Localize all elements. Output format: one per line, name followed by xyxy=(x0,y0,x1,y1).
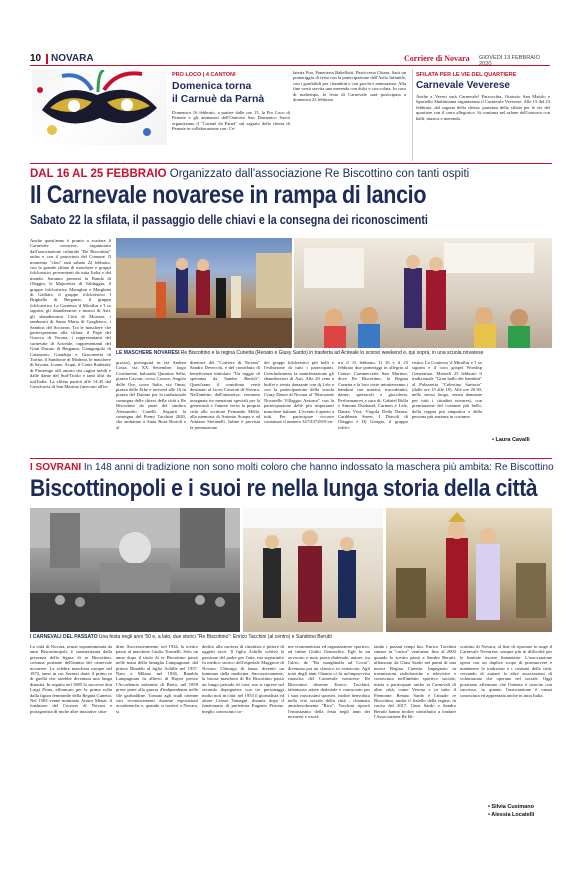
photo-enrico-tacchini xyxy=(243,508,383,632)
article2-caption-bold: I CARNEVALI DEL PASSATO xyxy=(30,634,98,640)
article2-kicker xyxy=(30,462,554,473)
photo-sandrino-berutti xyxy=(386,508,552,632)
box-right-title: Carnevale Veverese xyxy=(416,80,510,91)
article1-subhead: Sabato 22 la sfilata, il passaggio delle chiavi e la consegna dei riconoscimenti xyxy=(30,213,428,227)
article1-col5: tro il 15 febbraio. Il 16 e il 23 febbraio due pomeriggi in allegria al Centro Commerciale San Martino, dove Re Biscottino, la Regina Cunetta e la loro corte intratterranno i bambini con musica, truccabimbi, danze, spettacoli e giocoleria. Performances a cura di: Gabriel Bolla e Simona Duoband, Carmen e Lele, Danza Viva, Virgola Della Danza, Caribbean Street, I Diavoli di Oleggio e Dj Giorgio, il gruppo folclo- xyxy=(338,360,408,430)
article2-col1: La città di Novara, ormai sopranominata da anni Biscottinopoli, è caratterizzata dalla presenza della figura di re Biscottino, colonna portante dell'anima del carnevale novarese. La celebre maschera nacque nel 1872, anno in cui Serazzi donò il primo re di guella che sarebbe diventata una lunga dinastia. In seguito nel 1885 lo successe don Luigi Prina, affiancato per la prima volta dalla figura femminile della Regina Cunetta. Nel 1903 venne nominato Arturo Menzi, il fondatore del Corriere di Novara e protagonista di molte altre iniziative citta- xyxy=(30,644,112,714)
box-left-title-1: Domenica torna xyxy=(172,80,252,92)
article2-col5: tando i passati tempi bui. Enrico Tacchini rimase in "carica" vent'anni, fino al 2002 quando lo scettro passò a Sandro Berutti, affiancato da Giusi Sardo nei panni di una nuova Regina Cunetta. Impegnato in trasmissioni radiofoniche e televisive e conosciuto nell'ambito sportivo sociale, inizia a partecipare anche ai Carnevali di altre città, come Verona e in tutto il Piemonte. Renato Sardo è l'attuale re Biscottino, anche il fratello della regina, in carica dal 2017. Giusi Sardo e Sandro Berutti hanno inoltre contribuito a fondare l'Associazione Re Bi- xyxy=(374,644,456,720)
article1-headline: Il Carnevale novarese in rampa di lancio xyxy=(30,181,427,209)
issue-date: GIOVEDÌ 13 FEBBRAIO 2020 xyxy=(479,55,540,67)
article2-caption-text: Una festa negli anni '50 e, a lato, due storici "Re Biscottino": Enrico Tacchini (al centro) e Sandrino Berutti xyxy=(98,634,332,640)
box-right-kicker: SFILATA PER LE VIE DEL QUARTIERE xyxy=(416,72,517,78)
article2-col6: scottino di Novara, al fine di riportare in auge il Carnevale Novarese, sempre più in difficoltà per le limitate risorse finanziarie. L'associazione opera con un duplice scopo di promuovere e mantenere le tradizioni e i costumi della città, cercando di aiutare le altre associazioni di volontariato che operano nel sociale. Oggi possiamo affermare che l'intento è riuscito con successo, in quanto l'associazione è ormai conosciuta ed apprezzata anche in tutta Italia. xyxy=(460,644,552,698)
photo-carnival-1950s xyxy=(30,508,240,632)
article1-kicker xyxy=(30,168,469,180)
article1-photo-caption xyxy=(116,350,552,357)
article1-photo-caption-text: Re Biscottino e la regina Cunetta (Renato e Giusy Sardo) in trasferta ad Acireale lo scorso weekend e, qui sopra, in una scuola novarese xyxy=(180,350,484,356)
article2-author1: • Silvia Cusimano xyxy=(488,804,534,810)
article1-col3: direttore del "Corriere di Novara" Sandro Devecchi, e del contributo di beneficenza intitolato "Un raggio di speranza da Sandro Bertoli". Quest'anno il contributo verrà destinato al Liceo Casorati di Novara. Nell'ambito dell'iniziativa, verranno assegnate tre menzioni speciali per la generosità e l'amore verso la propria città allo scrittore Fernando Mella, alla memoria di Antonio Scarpa e ad Adriano Stefanelli. Infine è prevista la premiazione xyxy=(190,360,260,430)
separator-bar xyxy=(46,54,48,64)
article1-author: • Laura Cavalli xyxy=(492,437,530,443)
paper-name: Corriere di Novara xyxy=(404,54,470,63)
page-number: 10 xyxy=(30,53,42,64)
box-right-body: Anche a Veveri sarà Carnevale! Parrocchia, Oratorio San Maiolo e Sportello Shulimiama organizzano il Carnevale Veverese. Alle 15 del 23 febbraio, dal sagrato della chiesa, partenza della sfilata per le vie del quartiere con il carro allegorico. Si continua nel salone dell'oratorio con balli, musica e merenda. xyxy=(416,94,550,121)
section-name: NOVARA xyxy=(51,53,94,64)
box-left-body-col1: Domenica 16 febbraio, a partire dalle ore 15, la Pro Loco di Pernate e gli animatori dell'Oratorio San Domenico Savio organizzano il "Carnuè da Parnà" sul sagrato della chiesa di Pernate in collaborazione con: Ce- xyxy=(172,110,290,132)
photo-acireale xyxy=(116,238,292,348)
divider-top xyxy=(30,163,552,164)
article2-headline: Biscottinopoli e i suoi re nella lunga storia della città xyxy=(30,475,538,502)
article2-col2: dine. Successivamente, nel 1934, la scettro passò al marchese Giulio Tornielli. Solo un anno dopo il titolo di re Biscottino passò nelle mani della famiglia Lampugnani: dal pittore Rinaldo al figlio Achille nel 1937. Nato a Milano nel 1836, Rinaldo Lampugnani fu allievo di Hayez presso l'Accademia milanese di Brera, nel 1859 prese parte alla guerra d'indipendenza nelle file garibaldine. Tornato agli studi ottenne vari riconoscimenti durante esposizioni accademiche e, quando si trasferì a Novara, si xyxy=(116,644,198,714)
article2-kicker-red: I SOVRANI xyxy=(30,462,82,473)
article2-caption xyxy=(30,634,552,641)
article2-kicker-rest: In 148 anni di tradizione non sono molti coloro che hanno indossato la maschera più ambita: Re Biscottino xyxy=(83,462,554,473)
box-left-title-2: il Carnuè da Parnà xyxy=(172,93,265,105)
mask-illustration xyxy=(32,70,167,145)
article1-photo-caption-bold: LE MASCHERE NOVARESI xyxy=(116,350,180,356)
article1-col6: ristico La Contessa 'd Miraflur e 'l so sigurin e il coro gospel Worship Generation. Martedì 25 febbraio il tradizionale "Gran ballo dei bambini" al Palazzetto "Celestino Sartorio" (dalle ore 15 alle 18). Alle ore 20.30, nello stesso luogo, serata danzante per tutti i cittadini novaresi, con premiazione del costume più bello, della coppia più simpatica e della persona più anziana in costume. xyxy=(412,360,482,420)
article1-col4: dei gruppi folcloristici più belli e l'esibizione di tutti i partecipanti. Concluderanno la manifestazione gli sbandieratori di Asti. Alle 20 cena a buffet e serata danzante con dj Lele e con la partecipazione della scuola Crazy Dance di Novara al "Ristorante Novarello Villaggio Azzurro" con la partecipazione delle più importanti maschere italiane. L'evento è aperto a tutti. Per partecipare occorre contattare il numero 347/4372919 en- xyxy=(264,360,334,425)
box-left-kicker: PRO LOCO | 4 CANTONI xyxy=(172,72,236,78)
article1-col2: grosso), proseguirà in via Andrea Costa, via XX Settembre, largo Costituente, baluardo Quintino Sella, piazza Cavour, corso Cavour, Angolo delle Ore, corso Italia, via Omar, piazza delle Erbe e arriverà alle 16 in piazza del Duomo per la tradizionale consegna delle chiavi della città a Re Biscottino da parte del sindaco Alessandro Canelli. Seguirà la consegna del Premi Tacchini 2020, che andranno a Anna Rosa Borioli e al xyxy=(116,360,186,430)
article1-kicker-red: DAL 16 AL 25 FEBBRAIO xyxy=(30,168,167,180)
article1-left-col: Anche quest'anno è pronto a scattare il Carnevale novarese, organizzato dall'associazione culturale "Re Biscottino" onlus e con il patrocinio del Comune. Il momento "clou" sarà sabato 22 febbraio, con la grande sfilata di maschere e gruppi folcloristici provenienti da tutta Italia e dal mondo. Saranno presenti la Banda di Oleggio, le Majorettes di Valduggia, il gruppo folcloristico Maraghin e Marghina di Galliate, il gruppo folcloristico I Brighella di Bergamo, il gruppo folcloristico La Contessa 'd Miraflur e 'l so sigurin, gli sbandieratori e musici di Asti, gli sbandieratori Città di Mortara, i tamburini di Santa Maria di Gragliasco, i Sambos del Socavon. Tra le maschere che parteciperanno alla sfilata: il Papà del Gnocco di Verona, i rappresentanti del carnevale di Acireale, rappresentanti del Gran Ducato di Bergamo, Giangurgolo di Catanzaro, Gianduja e Giacometta di Torino, il Sandrone di Modena, le maschere di Savona, Loano, Acqui, il Conte Radetzky di Pastrengo affi ancato dai cugini nobili e dalle dame del Sud-Tirolo e tanti altri da tutt'Italia. La sfilata partirà alle 14.45 dal Cavalcavia di San Martino (mercato all'in- xyxy=(30,238,111,389)
article2-col3: dedicò alla carriera di ritrattista e pittore di oggetti sacri. Il figlio Achille coltivò la passione del padre per l'arte, ma soprattutto fu medico storico dell'ospedale Maggiore di Novara. Chirurgo di fama, diventò un luminare della medicina. Successivamente, la briosa maschera di Re Biscottino passò un lungo periodo di crisi, ma si riprese nel secondo dopoguerra con tre personaggi molto noti in città: nel 1953 il giornalista ed attore Cesare Tamagni, durante dopo il funzionario di prefettura Eugenio Pistone, meglio conosciuto co- xyxy=(202,644,284,714)
article1-kicker-rest: Organizzato dall'associazione Re Biscottino con tanti ospiti xyxy=(169,168,470,180)
divider-middle xyxy=(30,458,552,459)
photo-school xyxy=(294,238,552,348)
article2-author2: • Alessia Locatelli xyxy=(488,812,535,818)
carnival-mask-photo xyxy=(32,70,167,145)
box-left-body-col2: lateria Pua, Panetteria Rabellotti, Pasticceria Chiara. Sarà un pomeriggio di festa con la partecipazione dell'Asilo Infantile, con i gonfiabili per i bambini e con giochi e animazioni. Alla fine verrà servita una merenda con dolci e cioccolata. In caso di maltempo, la festa di Carnevale sarà posticipata a domenica 23 febbraio. xyxy=(293,70,406,103)
page-header xyxy=(30,52,550,66)
article2-col4: me cronometrista ed organizzatore sportivo, ed infine Giulio Gennochio. Egli fu un avvocato e noto poeta dialettale, autore, tra l'altro, de "Ra marghinàla ad Cocia", diventata poi un classico in vernacolo. Agli inizi degli anni Ottanta ci fu un'improvvisa rinascita del Carnevale novarese: Re Biscottino divenne Enrico Tacchini, talentuoso attore dialettale e conosciuto per i suoi riuscissimi sportivi, inoltre benvoluto nella vita sociale della città ; chiamato amichevolmente "Rico", Tacchini riportò l'entusiasmo della festa negli anni dei novaresi e riscat- xyxy=(288,644,370,720)
